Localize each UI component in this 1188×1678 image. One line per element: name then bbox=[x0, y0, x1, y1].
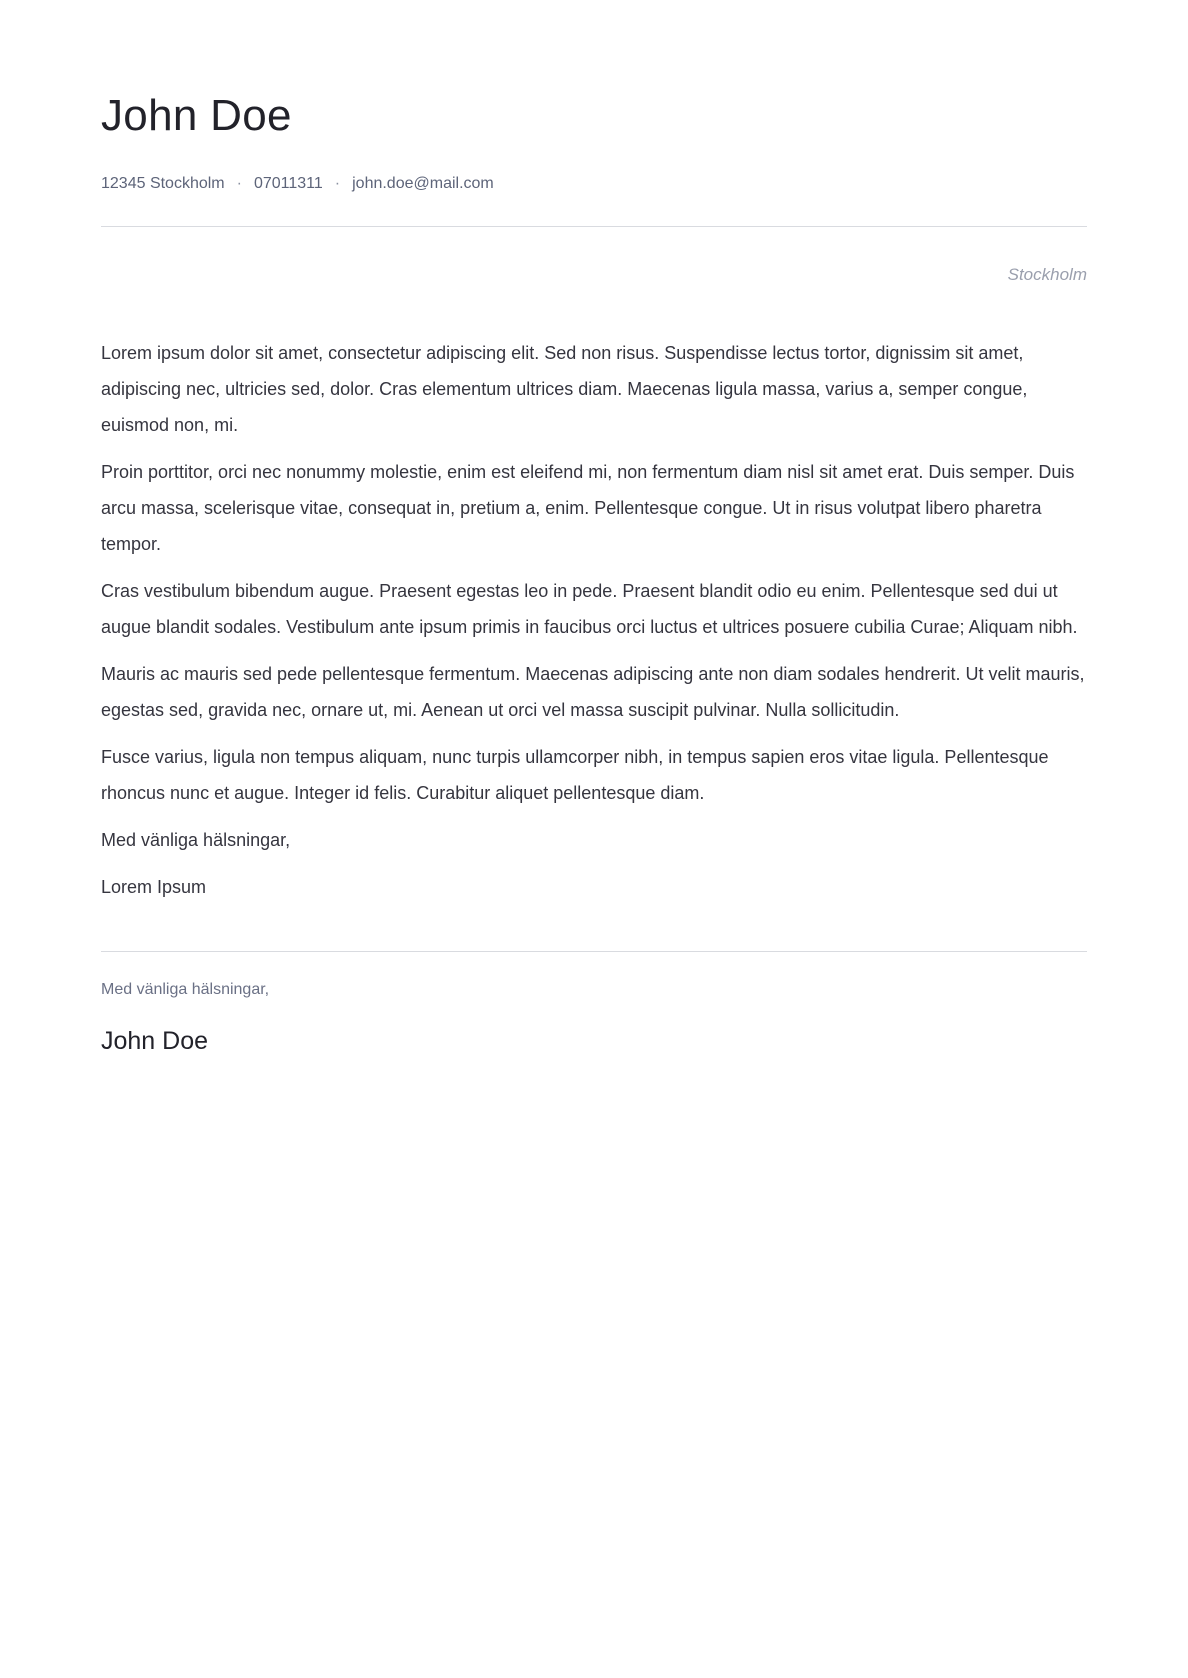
letter-paragraph: Fusce varius, ligula non tempus aliquam, nunc turpis ullamcorper nibh, in tempus sapien eros vitae ligula. Pellentesque rhoncus nunc et augue. Integer id felis. Curabitur aliquet pellentesque diam. bbox=[101, 747, 1049, 803]
letter-paragraph: Mauris ac mauris sed pede pellentesque fermentum. Maecenas adipiscing ante non diam sodales hendrerit. Ut velit mauris, egestas sed, gravida nec, ornare ut, mi. Aenean ut orci vel massa suscipit pulvinar. Nulla sollicitudin. bbox=[101, 664, 1085, 720]
applicant-name: John Doe bbox=[101, 91, 292, 140]
header-divider bbox=[101, 226, 1087, 227]
footer-divider bbox=[101, 951, 1087, 952]
letter-paragraph: Cras vestibulum bibendum augue. Praesent egestas leo in pede. Praesent blandit odio eu enim. Pellentesque sed dui ut augue blandit sodales. Vestibulum ante ipsum primis in faucibus orci luctus et ultrices posuere cubilia Curae; Aliquam nibh. bbox=[101, 581, 1078, 637]
letter-closing: Med vänliga hälsningar, bbox=[101, 830, 291, 850]
contact-address: 12345 Stockholm bbox=[101, 175, 225, 192]
letter-paragraph: Proin porttitor, orci nec nonummy molestie, enim est eleifend mi, non fermentum diam nisl sit amet erat. Duis semper. Duis arcu massa, scelerisque vitae, consequat in, pretium a, enim. Pellentesque congue. Ut in risus volutpat libero pharetra tempor. bbox=[101, 462, 1075, 554]
contact-email: john.doe@mail.com bbox=[352, 175, 494, 192]
letter-signer: Lorem Ipsum bbox=[101, 877, 207, 897]
footer-closing: Med vänliga hälsningar, bbox=[101, 981, 270, 998]
letter-body bbox=[101, 335, 1087, 905]
letter-paragraph: Lorem ipsum dolor sit amet, consectetur adipiscing elit. Sed non risus. Suspendisse lectus tortor, dignissim sit amet, adipiscing nec, ultricies sed, dolor. Cras elementum ultrices diam. Maecenas ligula massa, varius a, semper congue, euismod non, mi. bbox=[101, 343, 1028, 435]
contact-separator: · bbox=[236, 175, 242, 192]
footer-signature-name: John Doe bbox=[101, 1027, 209, 1055]
letter-place: Stockholm bbox=[1007, 265, 1087, 284]
contact-separator: · bbox=[334, 175, 341, 192]
contact-phone: 07011311 bbox=[253, 175, 323, 192]
contact-line bbox=[101, 174, 1087, 194]
